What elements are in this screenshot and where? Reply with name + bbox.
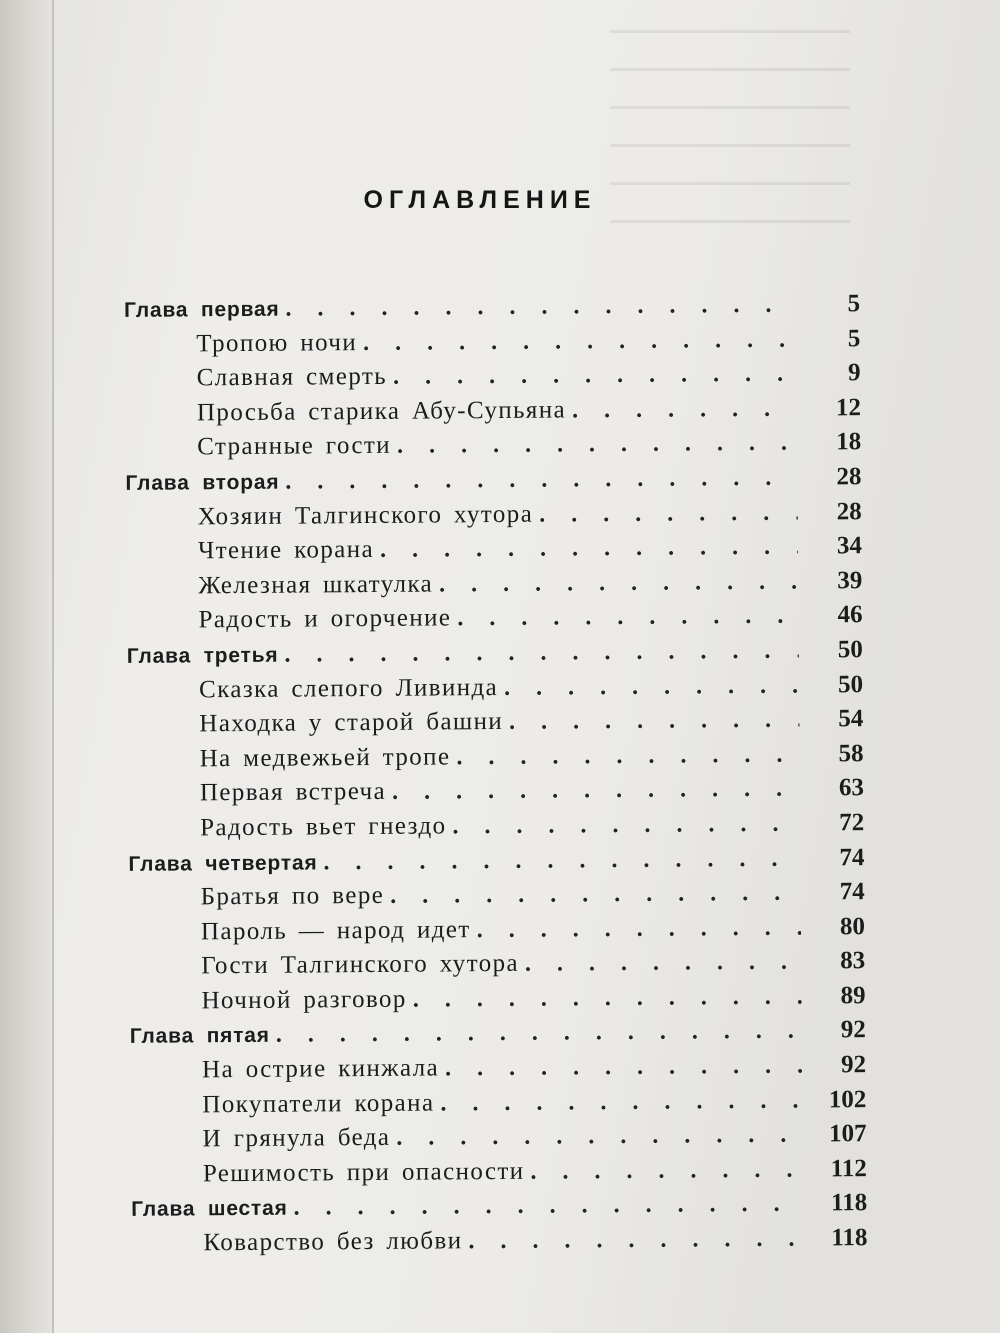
section-title: Решимость при опасности [202, 1157, 525, 1188]
chapter-title: Глава первая [124, 297, 280, 322]
dot-leader [525, 949, 802, 978]
dot-leader [440, 1087, 802, 1117]
section-title: Братья по вере [200, 881, 385, 911]
toc-section-row [115, 705, 863, 745]
dot-leader [323, 845, 800, 876]
page-number: 9 [848, 359, 861, 387]
page-number: 5 [847, 290, 861, 318]
toc-section-row [119, 1155, 867, 1195]
section-title: Радость вьет гнездо [200, 812, 447, 842]
chapter-title: Глава вторая [125, 470, 280, 495]
page-number: 102 [828, 1085, 867, 1114]
section-title: Коварство без любви [203, 1227, 463, 1257]
chapter-title: Глава четвертая [128, 850, 318, 876]
page-number: 58 [838, 739, 864, 768]
toc-section-row [116, 774, 864, 814]
toc-chapter-row [112, 290, 860, 330]
page-number: 46 [837, 601, 863, 629]
page-number: 39 [837, 566, 863, 595]
dot-leader [439, 568, 798, 598]
chapter-title: Глава третья [126, 643, 279, 668]
section-title: Пароль — народ идет [200, 915, 471, 946]
toc-section-row [115, 671, 863, 711]
page-number: 63 [838, 774, 864, 802]
section-title: Ночной разговор [201, 985, 407, 1015]
section-title: Странные гости [197, 432, 392, 461]
chapter-title: Глава пятая [129, 1024, 270, 1049]
page-number: 18 [836, 428, 862, 456]
dot-leader [457, 603, 798, 633]
page-number: 83 [840, 947, 866, 975]
dot-leader [363, 326, 796, 356]
dot-leader [294, 1191, 804, 1222]
page-number: 50 [837, 670, 864, 698]
toc-section-row [114, 567, 862, 607]
section-title: На медвежьей тропе [199, 743, 451, 773]
toc-section-row [113, 394, 861, 434]
page-number: 107 [828, 1120, 867, 1148]
toc-section-row [118, 1051, 866, 1091]
dot-leader [393, 361, 797, 391]
section-title: Покупатели корана [202, 1089, 435, 1118]
toc-section-row [118, 1086, 866, 1126]
page-number: 12 [835, 393, 862, 422]
dot-leader [397, 430, 797, 460]
dot-leader [445, 1053, 802, 1083]
dot-leader [539, 499, 798, 528]
section-title: Тропою ночи [196, 328, 358, 357]
page-number: 92 [840, 1016, 866, 1044]
section-title: На острие кинжала [201, 1054, 440, 1084]
section-title: Славная смерть [196, 363, 388, 392]
toc-section-row [117, 913, 865, 953]
dot-leader [530, 1156, 803, 1185]
dot-leader [468, 1226, 803, 1256]
page-number: 28 [836, 463, 862, 491]
toc-section-row [114, 532, 862, 572]
toc-chapter-row [116, 844, 864, 884]
page-number: 72 [839, 809, 865, 837]
dot-leader [504, 672, 799, 701]
page-number: 74 [839, 878, 865, 906]
page-number: 80 [839, 912, 866, 940]
page-number: 118 [831, 1224, 868, 1252]
toc-chapter-row [119, 1190, 867, 1230]
page-number: 50 [837, 636, 863, 664]
dot-leader [396, 1122, 802, 1152]
dot-leader [456, 741, 799, 771]
page-number: 5 [847, 324, 861, 352]
page-number: 74 [839, 843, 865, 871]
page-number: 112 [830, 1154, 867, 1183]
toc-section-row [114, 601, 862, 641]
dot-leader [413, 983, 802, 1013]
section-title: И грянула беда [202, 1124, 391, 1153]
toc-section-row [114, 498, 862, 538]
page-number: 28 [836, 497, 862, 525]
toc-section-row [116, 809, 864, 849]
page-number: 92 [840, 1051, 867, 1079]
dot-leader [285, 465, 797, 496]
toc-chapter-row [113, 463, 861, 503]
section-title: Гости Талгинского хутора [201, 950, 520, 980]
table-of-contents [112, 290, 868, 1264]
dot-leader [276, 1018, 802, 1049]
section-title: Сказка слепого Ливинда [198, 673, 499, 703]
toc-section-row [119, 1224, 867, 1264]
page-number: 89 [840, 981, 866, 1010]
dot-leader [477, 914, 802, 944]
toc-section-row [113, 359, 861, 399]
section-title: Чтение корана [197, 536, 375, 565]
toc-section-row [113, 428, 861, 468]
toc-section-row [112, 325, 860, 365]
dot-leader [380, 534, 798, 564]
toc-section-row [117, 982, 865, 1022]
section-title: Хозяин Талгинского хутора [197, 500, 534, 530]
chapter-title: Глава шестая [131, 1197, 288, 1222]
section-title: Находка у старой башни [199, 708, 504, 738]
section-title: Железная шкатулка [198, 570, 434, 600]
toc-section-row [119, 1120, 867, 1160]
dot-leader [452, 811, 800, 841]
toc-section-row [117, 878, 865, 918]
page-number: 118 [830, 1189, 868, 1217]
contents-heading: ОГЛАВЛЕНИЕ [363, 186, 597, 214]
toc-chapter-row [118, 1017, 866, 1057]
page-number: 34 [836, 532, 863, 560]
toc-section-row [117, 947, 865, 987]
toc-section-row [116, 740, 864, 780]
dot-leader [392, 776, 800, 806]
dot-leader [285, 292, 796, 323]
toc-chapter-row [115, 636, 863, 676]
section-title: Радость и огорчение [198, 604, 452, 634]
section-title: Первая встреча [199, 778, 387, 807]
section-title: Просьба старика Абу-Супьяна [196, 396, 567, 427]
dot-leader [390, 880, 801, 910]
dot-leader [509, 707, 799, 736]
dot-leader [572, 395, 797, 424]
dot-leader [284, 638, 799, 669]
page-number: 54 [838, 705, 864, 733]
